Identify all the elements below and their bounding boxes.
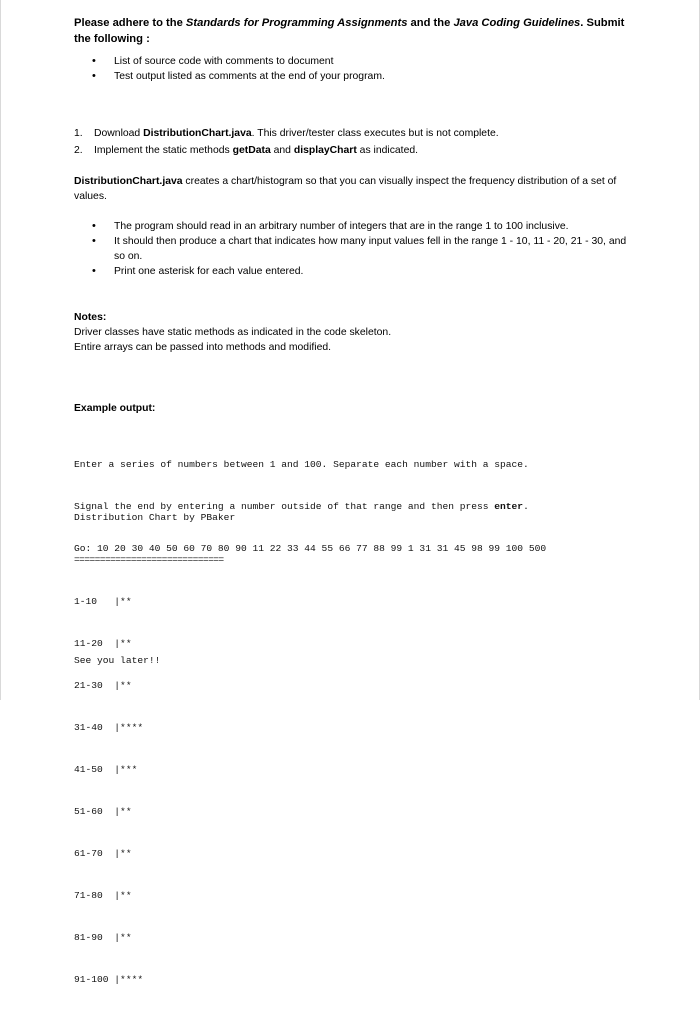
chart-row: 81-90 |** [74, 932, 132, 943]
method-name: getData [232, 145, 271, 156]
note-line: Driver classes have static methods as indicated in the code skeleton. [74, 327, 392, 338]
list-item: • Test output listed as comments at the end of your program. [92, 70, 385, 82]
chart-row: 11-20 |** [74, 638, 132, 649]
intro-text-3: . Submit the following : [74, 17, 625, 45]
bullet-icon: • [92, 70, 96, 82]
chart-row: 51-60 |** [74, 806, 132, 817]
bullet-icon: • [92, 235, 96, 247]
description-paragraph: DistributionChart.java creates a chart/histogram so that you can visually inspect the frequency distribution of a set of values. [74, 176, 617, 202]
intro-paragraph [74, 15, 634, 47]
intro-text-1: Please adhere to the [74, 17, 186, 29]
note-line: Entire arrays can be passed into methods and modified. [74, 342, 332, 353]
chart-row: 31-40 |**** [74, 722, 144, 733]
guidelines-reference: Java Coding Guidelines [453, 17, 581, 29]
prompt-line: Enter a series of numbers between 1 and 100. Separate each number with a space. [74, 459, 529, 470]
list-item: • The program should read in an arbitrary number of integers that are in the range 1 to 100 inclusive. [92, 220, 569, 232]
chart-title: Distribution Chart by PBaker [74, 512, 236, 523]
chart-separator: ============================= [74, 554, 224, 565]
closing-line: See you later!! [74, 655, 161, 666]
notes-section [74, 310, 634, 355]
step-item: 2. Implement the static methods getData and displayChart as indicated. [74, 145, 419, 156]
bullet-icon: • [92, 220, 96, 232]
notes-heading: Notes: [74, 312, 107, 323]
chart-row: 1-10 |** [74, 596, 132, 607]
chart-row: 61-70 |** [74, 848, 132, 859]
list-item: • Print one asterisk for each value entered. [92, 265, 304, 277]
chart-row: 21-30 |** [74, 680, 132, 691]
requirements-list [74, 219, 634, 279]
distribution-chart-output [74, 483, 634, 1015]
submission-list [74, 54, 634, 84]
bullet-icon: • [92, 55, 96, 67]
input-line: Go: 10 20 30 40 50 60 70 80 90 11 22 33 44 55 66 77 88 99 1 31 31 45 98 99 100 500 [74, 543, 547, 554]
step-item: 1. Download DistributionChart.java. This driver/tester class executes but is not complete. [74, 128, 499, 139]
list-item: • It should then produce a chart that indicates how many input values fell in the range 1 - 10, 11 - 20, 21 - 30, and so on. [92, 235, 627, 262]
example-heading: Example output: [74, 403, 156, 414]
intro-text-2: and the [407, 17, 454, 29]
standards-reference: Standards for Programming Assignments [185, 17, 408, 29]
bullet-icon: • [92, 265, 96, 277]
method-name: displayChart [293, 145, 357, 156]
file-name: DistributionChart.java [143, 128, 252, 139]
chart-row: 71-80 |** [74, 890, 132, 901]
prompt-line: Signal the end by entering a number outside of that range and then press enter. [74, 501, 529, 512]
chart-row: 91-100 |**** [74, 974, 144, 985]
steps-list [74, 125, 634, 159]
list-item: • List of source code with comments to document [92, 55, 334, 67]
chart-row: 41-50 |*** [74, 764, 138, 775]
